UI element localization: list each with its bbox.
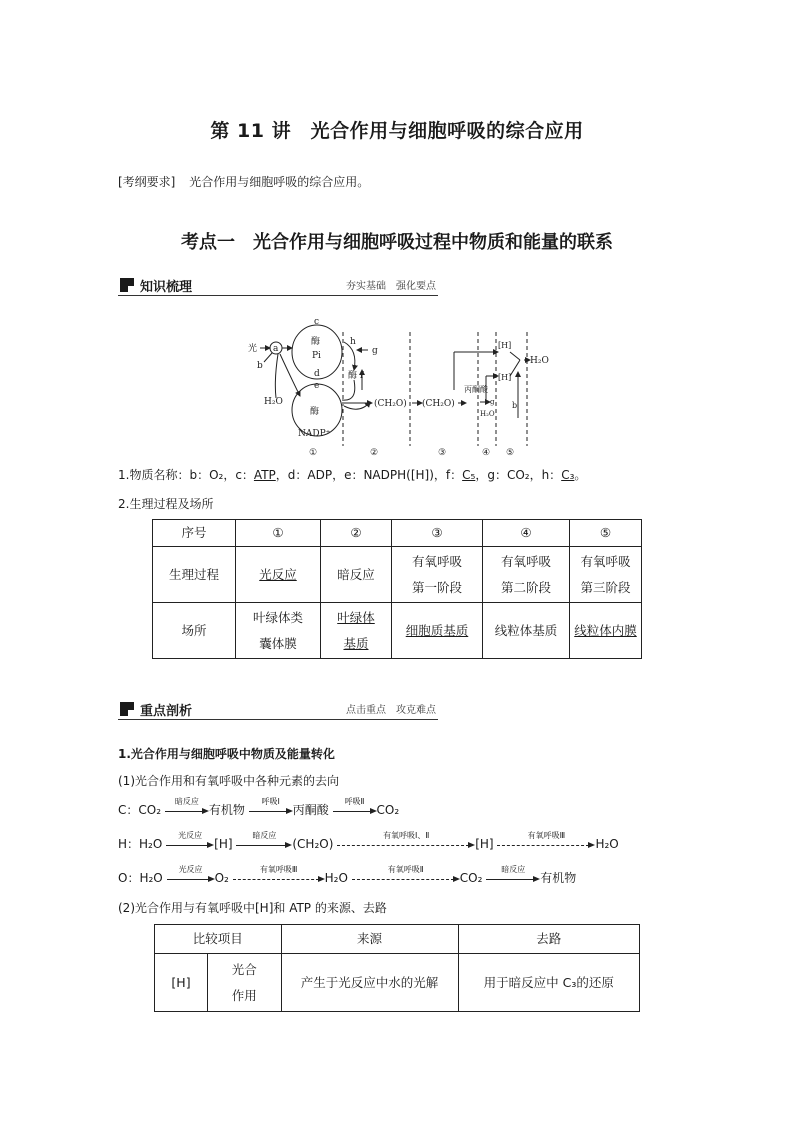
table-cell: 比较项目 (155, 925, 282, 954)
arrow-icon: 暗反应 (486, 872, 540, 886)
arrow-icon: 暗反应 (165, 804, 209, 818)
arrow-icon: 暗反应 (236, 838, 292, 852)
diagram-num-3: ③ (438, 448, 447, 458)
oxygen-pathway: O：H₂O 光反应 O₂ 有氧呼吸Ⅲ H₂O 有氧呼吸Ⅱ CO₂ 暗反应 有机物 (118, 864, 577, 885)
diagram-pi: Pi (312, 351, 321, 361)
diagram-num-2: ② (370, 448, 379, 458)
table-cell: 叶绿体 基质 (321, 603, 392, 659)
diagram-h2o: H₂O (264, 397, 283, 407)
diagram-d: d (314, 369, 320, 379)
answer-f: C₅ (462, 468, 476, 482)
analysis-subheading-2: (2)光合作用与有氧呼吸中[H]和 ATP 的来源、去路 (118, 901, 387, 915)
table-cell: 去路 (458, 925, 639, 954)
section-title: 考点一 光合作用与细胞呼吸过程中物质和能量的联系 (181, 232, 613, 253)
banner-square-icon (120, 278, 134, 292)
page-title: 第 11 讲 光合作用与细胞呼吸的综合应用 (210, 120, 584, 142)
exam-requirement (118, 173, 369, 190)
diagram-g: g (372, 346, 378, 356)
answer-h: C₃ (561, 468, 575, 482)
table-cell: 有氧呼吸 第三阶段 (570, 547, 642, 603)
diagram-light: 光 (248, 344, 258, 354)
table-cell: 用于暗反应中 C₃的还原 (458, 954, 639, 1012)
substance-names: 1.物质名称：b：O₂，c：ATP，d：ADP，e：NADPH([H])，f：C₅，g：CO₂，h：C₃。 (118, 468, 587, 482)
table-cell: 光反应 (236, 547, 321, 603)
diagram-h2o-2: H₂O (480, 410, 495, 418)
process-diagram (240, 310, 560, 460)
diagram-ch2o-1: (CH₂O) (374, 399, 407, 409)
diagram-e: e (314, 381, 320, 391)
answer-c: ATP (253, 468, 276, 482)
process-title: 2.生理过程及场所 (118, 497, 214, 511)
banner-label: 重点剖析 (140, 704, 193, 719)
diagram-g2: g (490, 398, 495, 406)
table-cell: 序号 (153, 520, 236, 547)
table-cell: 线粒体内膜 (570, 603, 642, 659)
comparison-table (154, 924, 640, 1012)
table-cell: 来源 (281, 925, 458, 954)
table-cell: [H] (155, 954, 208, 1012)
banner-label: 知识梳理 (140, 280, 193, 295)
table-cell: 有氧呼吸 第二阶段 (483, 547, 570, 603)
analysis-banner (118, 698, 438, 720)
table-cell: ② (321, 520, 392, 547)
table-cell: ③ (392, 520, 483, 547)
table-cell: 生理过程 (153, 547, 236, 603)
diagram-pyruvate: 丙酮酸 (464, 385, 488, 394)
diagram-b2: b (512, 401, 518, 410)
banner-square-icon (120, 702, 134, 716)
arrow-icon: 光反应 (166, 838, 214, 852)
analysis-heading: 1.光合作用与细胞呼吸中物质及能量转化 (118, 747, 335, 761)
carbon-pathway: C：CO₂ 暗反应 有机物 呼吸Ⅰ 丙酮酸 呼吸Ⅱ CO₂ (118, 796, 400, 817)
requirement-text: 光合作用与细胞呼吸的综合应用。 (189, 175, 370, 189)
diagram-num-1: ① (309, 448, 318, 458)
arrow-icon: 呼吸Ⅱ (333, 804, 377, 818)
knowledge-banner (118, 274, 438, 296)
diagram-nadp: NADP⁺ (298, 429, 331, 439)
table-cell: 暗反应 (321, 547, 392, 603)
arrow-icon: 有氧呼吸Ⅰ、Ⅱ (337, 838, 475, 852)
requirement-tag: [考纲要求] (118, 175, 176, 189)
arrow-icon: 有氧呼吸Ⅲ (233, 872, 325, 886)
arrow-icon: 呼吸Ⅰ (249, 804, 293, 818)
diagram-ch2o-2: (CH₂O) (422, 399, 455, 409)
table-cell: 细胞质基质 (392, 603, 483, 659)
diagram-H1: [H] (498, 341, 512, 350)
table-cell: 线粒体基质 (483, 603, 570, 659)
banner-slogan: 夯实基础 强化要点 (346, 281, 436, 292)
process-table (152, 519, 642, 659)
analysis-subheading: (1)光合作用和有氧呼吸中各种元素的去向 (118, 774, 339, 788)
diagram-b: b (257, 361, 263, 371)
table-cell: ⑤ (570, 520, 642, 547)
table-cell: 有氧呼吸 第一阶段 (392, 547, 483, 603)
diagram-h: h (350, 337, 356, 347)
diagram-a: a (273, 344, 279, 354)
table-cell: 叶绿体类 囊体膜 (236, 603, 321, 659)
table-cell: 光合 作用 (208, 954, 282, 1012)
table-cell: 产生于光反应中水的光解 (281, 954, 458, 1012)
arrow-icon: 有氧呼吸Ⅲ (497, 838, 595, 852)
arrow-icon: 光反应 (167, 872, 215, 886)
arrow-icon: 有氧呼吸Ⅱ (352, 872, 460, 886)
diagram-H2: [H] (498, 373, 512, 382)
table-cell: ④ (483, 520, 570, 547)
diagram-num-5: ⑤ (506, 448, 515, 458)
banner-slogan: 点击重点 攻克难点 (346, 705, 436, 716)
diagram-h2o-out: H₂O (530, 356, 549, 366)
diagram-enzyme-2: 酶 (310, 407, 320, 417)
diagram-num-4: ④ (482, 448, 491, 458)
diagram-c: c (314, 317, 320, 327)
table-cell: 场所 (153, 603, 236, 659)
hydrogen-pathway: H：H₂O 光反应 [H] 暗反应 (CH₂O) 有氧呼吸Ⅰ、Ⅱ [H] 有氧呼吸Ⅲ H₂O (118, 830, 619, 851)
diagram-enzyme-1: 酶 (311, 337, 321, 347)
diagram-enzyme-f: 酶 f (348, 371, 364, 381)
table-cell: ① (236, 520, 321, 547)
